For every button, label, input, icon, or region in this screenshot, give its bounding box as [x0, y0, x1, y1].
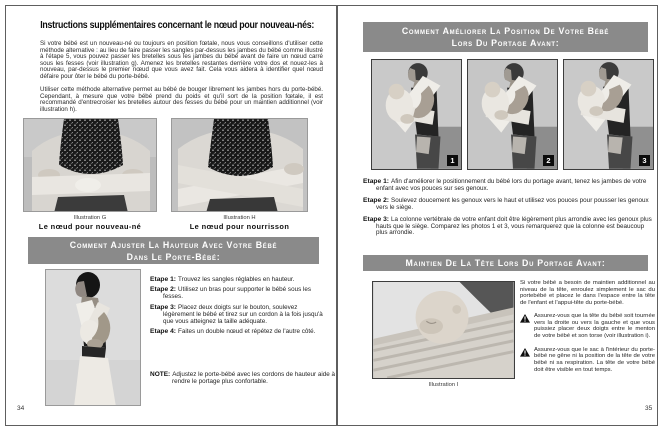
position-step-2-image	[468, 60, 557, 169]
step-text: Faites un double nœud et répétez de l'autre côté.	[178, 327, 316, 335]
step-item	[150, 305, 326, 326]
adjust-steps-list	[150, 277, 326, 339]
step-text: Soulevez doucement les genoux vers le haut et utilisez vos pouces pour pousser les genoux vers le siège.	[376, 196, 649, 211]
step-label: Etape 3:	[363, 215, 390, 223]
step-label: Etape 1:	[150, 276, 177, 283]
page-number-left: 34	[17, 405, 25, 412]
note-text: Adjustez le porte-bébé avec les cordons de hauteur aide à rendre le portage plus confortable.	[172, 371, 336, 385]
step-text: Afin d'améliorer le positionnement du bébé lors du portage avant, tenez les jambes de votre enfant avec vos pouces sur ses genoux.	[376, 178, 647, 192]
section-banner-adjust-height: Comment Ajuster La Hauteur Avec Votre Bébé Dans Le Porte-Bébé:	[28, 237, 319, 264]
photo-illustration-i	[372, 281, 515, 379]
warning-item	[520, 313, 655, 340]
step-label: Etape 4:	[150, 327, 177, 335]
step-text: Placez deux doigts sur le bouton, soulevez légèrement le bébé et tirez sur un cordon à la fois jusqu'à que vous atteignez la taille adéquate.	[163, 303, 323, 325]
step-item	[363, 217, 656, 238]
photo-illustration-h	[171, 118, 308, 212]
caption-illustration-i: Illustration I	[428, 382, 459, 388]
step-item	[150, 329, 326, 336]
illustration-h-image	[172, 119, 308, 212]
step-text: Utilisez un bras pour supporter le bébé sous les fesses.	[163, 286, 312, 301]
step-item	[363, 179, 656, 193]
warning-icon	[520, 314, 530, 323]
position-step-3-image	[564, 60, 653, 169]
page-number-right: 35	[645, 405, 653, 412]
step-label: Etape 2:	[363, 196, 390, 204]
warning-icon	[520, 348, 530, 357]
note-block	[150, 372, 350, 386]
photo-illustration-g	[23, 118, 157, 212]
step-text: La colonne vertébrale de votre enfant doit être légèrement plus arrondie avec les genoux plus hauts que le siège. Comparez les photos 1 et 3, vous remarquerez que la colonne est beaucoup plus arrondie.	[376, 215, 652, 237]
warning-text: Assurez-vous que le sac à l'intérieur du porte-bébé ne gêne ni la position de la tête de votre bébé ni sa respiration. La tête de votre bébé doit être visible en tout temps.	[534, 346, 655, 373]
photo-number-badge: 3	[639, 155, 650, 166]
photo-number-badge: 2	[543, 155, 554, 166]
illustration-g-image	[24, 119, 157, 212]
photo-position-step-1	[371, 59, 462, 170]
adjust-height-image	[46, 270, 141, 406]
position-steps-list	[363, 179, 656, 241]
label-illustration-g: Le nœud pour nouveau-né	[38, 222, 142, 231]
illustration-i-image	[373, 282, 514, 378]
warning-text: Assurez-vous que la tête du bébé soit tournée vers la droite ou vers la gauche et que vous puissiez placer deux doigts entre le menton de votre bébé et son torse (voir illustration i).	[534, 312, 655, 339]
warning-item	[520, 347, 655, 374]
step-item	[150, 287, 326, 301]
section-banner-improve-position: Comment Améliorer La Position De Votre Bébé Lors Du Portage Avant:	[363, 22, 648, 52]
photo-position-step-3	[563, 59, 654, 170]
position-step-1-image	[372, 60, 461, 169]
step-label: Etape 2:	[150, 286, 177, 294]
page-title: Instructions supplémentaires concernant le nœud pour nouveau-nés:	[40, 20, 315, 31]
step-label: Etape 3:	[150, 303, 177, 311]
caption-illustration-h: Illustration H	[223, 215, 256, 221]
spine-divider	[336, 5, 338, 426]
step-text: Trouvez les sangles réglables en hauteur.	[178, 276, 295, 283]
section-banner-head-support: Maintien De La Tête Lors Du Portage Avant:	[363, 255, 648, 271]
note-label: NOTE:	[150, 371, 171, 378]
head-support-column	[520, 280, 655, 373]
step-item	[150, 277, 326, 284]
photo-number-badge: 1	[447, 155, 458, 166]
caption-illustration-g: Illustration G	[73, 215, 107, 221]
photo-adjust-height	[45, 269, 141, 406]
step-label: Etape 1:	[363, 178, 390, 185]
photo-position-step-2	[467, 59, 558, 170]
intro-paragraph-1: Si votre bébé est un nouveau-né ou toujours en position fœtale, nous vous conseillons d'utiliser cette méthode alternative : au lieu de faire passer les sangles par-dessus les jambes du bébé comme illustré à l'étape 5, vous pouvez passer les bretelles sous les jambes du bébé avant de faire un nœud carré sous les fesses (voir illustration g). Amenez les bretelles restantes derrière votre dos et nouez-les à nouveau, par-dessus le premier nœud que vous avez fait. Cela vous aidera à identifier quel nœud défaire pour ôter le bébé du porte-bébé.	[40, 40, 323, 80]
head-support-body: Si votre bébé a besoin de maintien additionnel au niveau de la tête, enroulez simplement le sac du portebébé et placez le dans l'espace entre la tête de l'enfant et l'appui-tête du porte-bébé.	[520, 280, 655, 307]
label-illustration-h: Le nœud pour nourrisson	[189, 222, 290, 231]
step-item	[363, 198, 656, 212]
intro-paragraph-2: Utiliser cette méthode alternative permet au bébé de bouger librement les jambes hors du porte-bébé. Cependant, à mesure que votre bébé prend du poids et qu'il sort de la position fœtale, il est recommandé d'entrecroiser les bretelles autour des fesses du bébé pour un maintien additionnel (voir illustration h).	[40, 86, 323, 113]
